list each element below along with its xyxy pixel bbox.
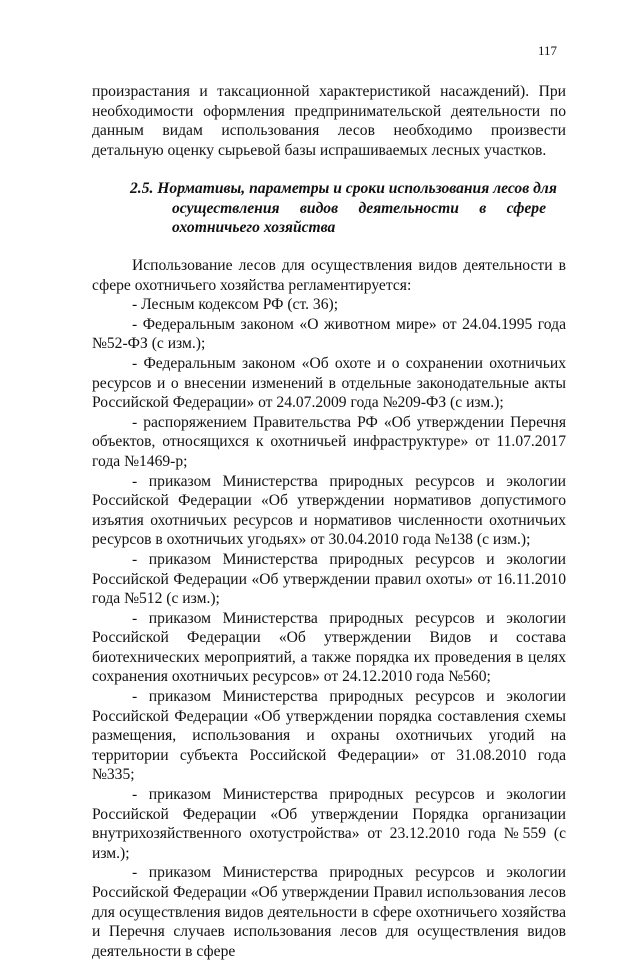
list-item: - распоряжением Правительства РФ «Об утверждении Перечня объектов, относящихся к охотничьей инфраструктуре» от 11.07.2017 года №1469-р; <box>92 413 566 470</box>
list-item: - Лесным кодексом РФ (ст. 36); <box>132 296 339 314</box>
list-item: - приказом Министерства природных ресурсов и экологии Российской Федерации «Об утверждении Порядка организации внутрихозяйственного охотустройства» от 23.12.2010 года №559 (с изм.); <box>92 786 566 862</box>
list-item: - приказом Министерства природных ресурсов и экологии Российской Федерации «Об утверждении Правил использования лесов для осуществления видов деятельности в сфере охотничьего хозяйства и Перечня случаев использования лесов для осуществления видов деятельности в сфере <box>92 864 566 960</box>
page-number: 117 <box>537 43 557 58</box>
list-item: - приказом Министерства природных ресурсов и экологии Российской Федерации «Об утверждении порядка составления схемы размещения, использования и охраны охотничьих угодий на территории субъекта Российской Федерации» от 31.08.2010 года №335; <box>92 688 566 784</box>
list-item: - приказом Министерства природных ресурсов и экологии Российской Федерации «Об утверждении правил охоты» от 16.11.2010 года №512 (с изм.); <box>92 550 566 608</box>
section-heading-rest: осуществления видов деятельности в сфере охотничьего хозяйства <box>172 199 546 237</box>
intro-text: произрастания и таксационной характеристикой насаждений). При необходимости оформления предпринимательской деятельности по данным видам использования лесов необходимо произвести детальную оценку сырьевой базы испрашиваемых лесных участков. <box>92 83 566 159</box>
intro-paragraph <box>92 82 566 160</box>
section-heading-line1: 2.5. Нормативы, параметры и сроки использования лесов для <box>130 180 557 197</box>
list-item: - приказом Министерства природных ресурсов и экологии Российской Федерации «Об утверждении Видов и состава биотехнических мероприятий, а также порядка их проведения в целях сохранения охотничьих ресурсов» от 24.12.2010 года №560; <box>92 609 566 686</box>
list-item: - Федеральным законом «О животном мире» от 24.04.1995 года №52-ФЗ (с изм.); <box>92 315 566 353</box>
list-item: - Федеральным законом «Об охоте и о сохранении охотничьих ресурсов и о внесении изменений в отдельные законодательные акты Российской Федерации» от 24.07.2009 года №209-ФЗ (с изм.); <box>92 354 566 412</box>
lead-paragraph: Использование лесов для осуществления видов деятельности в сфере охотничьего хозяйства регламентируется: <box>92 257 566 294</box>
section-heading <box>92 179 566 238</box>
regulations-list <box>92 256 566 961</box>
list-item: - приказом Министерства природных ресурсов и экологии Российской Федерации «Об утверждении нормативов допустимого изъятия охотничьих ресурсов и нормативов численности охотничьих ресурсов в охотничьих угодьях» от 30.04.2010 года №138 (с изм.); <box>92 472 566 549</box>
